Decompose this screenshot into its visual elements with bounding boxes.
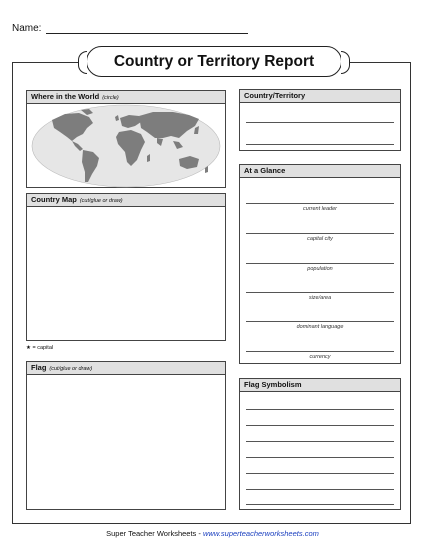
at-a-glance-header: At a Glance [240,165,400,178]
country-map-note: (cut/glue or draw) [79,198,123,204]
flag-note: (cut/glue or draw) [49,366,93,372]
name-label: Name: [12,23,42,34]
population-line[interactable] [246,263,394,264]
country-territory-box [239,89,401,151]
country-map-label: Country Map [31,195,77,204]
capital-caption: capital city [307,236,333,242]
flag-header [27,362,225,375]
country-map-header [27,194,225,207]
size-caption: size/area [308,295,332,301]
footer [0,529,425,538]
symbolism-line[interactable] [246,473,394,474]
flag-symbolism-box [239,378,401,510]
symbolism-line[interactable] [246,441,394,442]
star-icon: ★ [26,345,31,351]
name-line[interactable] [46,33,248,34]
symbolism-line[interactable] [246,409,394,410]
world-map-image[interactable] [27,104,225,189]
flag-symbolism-header: Flag Symbolism [240,379,400,392]
leader-caption: current leader [303,206,337,212]
symbolism-line[interactable] [246,489,394,490]
population-caption: population [307,266,333,272]
size-line[interactable] [246,292,394,293]
language-caption: dominant language [296,324,344,330]
language-line[interactable] [246,321,394,322]
country-line[interactable] [246,122,394,123]
capital-line[interactable] [246,233,394,234]
capital-legend-text: = capital [32,345,54,351]
currency-line[interactable] [246,351,394,352]
currency-caption: currency [309,354,331,360]
world-map-header [27,91,225,104]
country-map-box[interactable] [26,193,226,341]
world-map-box [26,90,226,188]
leader-line[interactable] [246,203,394,204]
flag-box[interactable] [26,361,226,510]
flag-label: Flag [31,363,47,372]
country-territory-header: Country/Territory [240,90,400,103]
world-map-label: Where in the World [31,92,100,101]
footer-text: Super Teacher Worksheets - [106,529,203,538]
page-title: Country or Territory Report [86,46,342,77]
symbolism-line[interactable] [246,457,394,458]
capital-legend [26,345,53,351]
world-map-note: (circle) [102,95,119,101]
symbolism-line[interactable] [246,425,394,426]
symbolism-line[interactable] [246,504,394,505]
at-a-glance-box [239,164,401,364]
country-line[interactable] [246,144,394,145]
footer-link[interactable]: www.superteacherworksheets.com [202,529,319,538]
